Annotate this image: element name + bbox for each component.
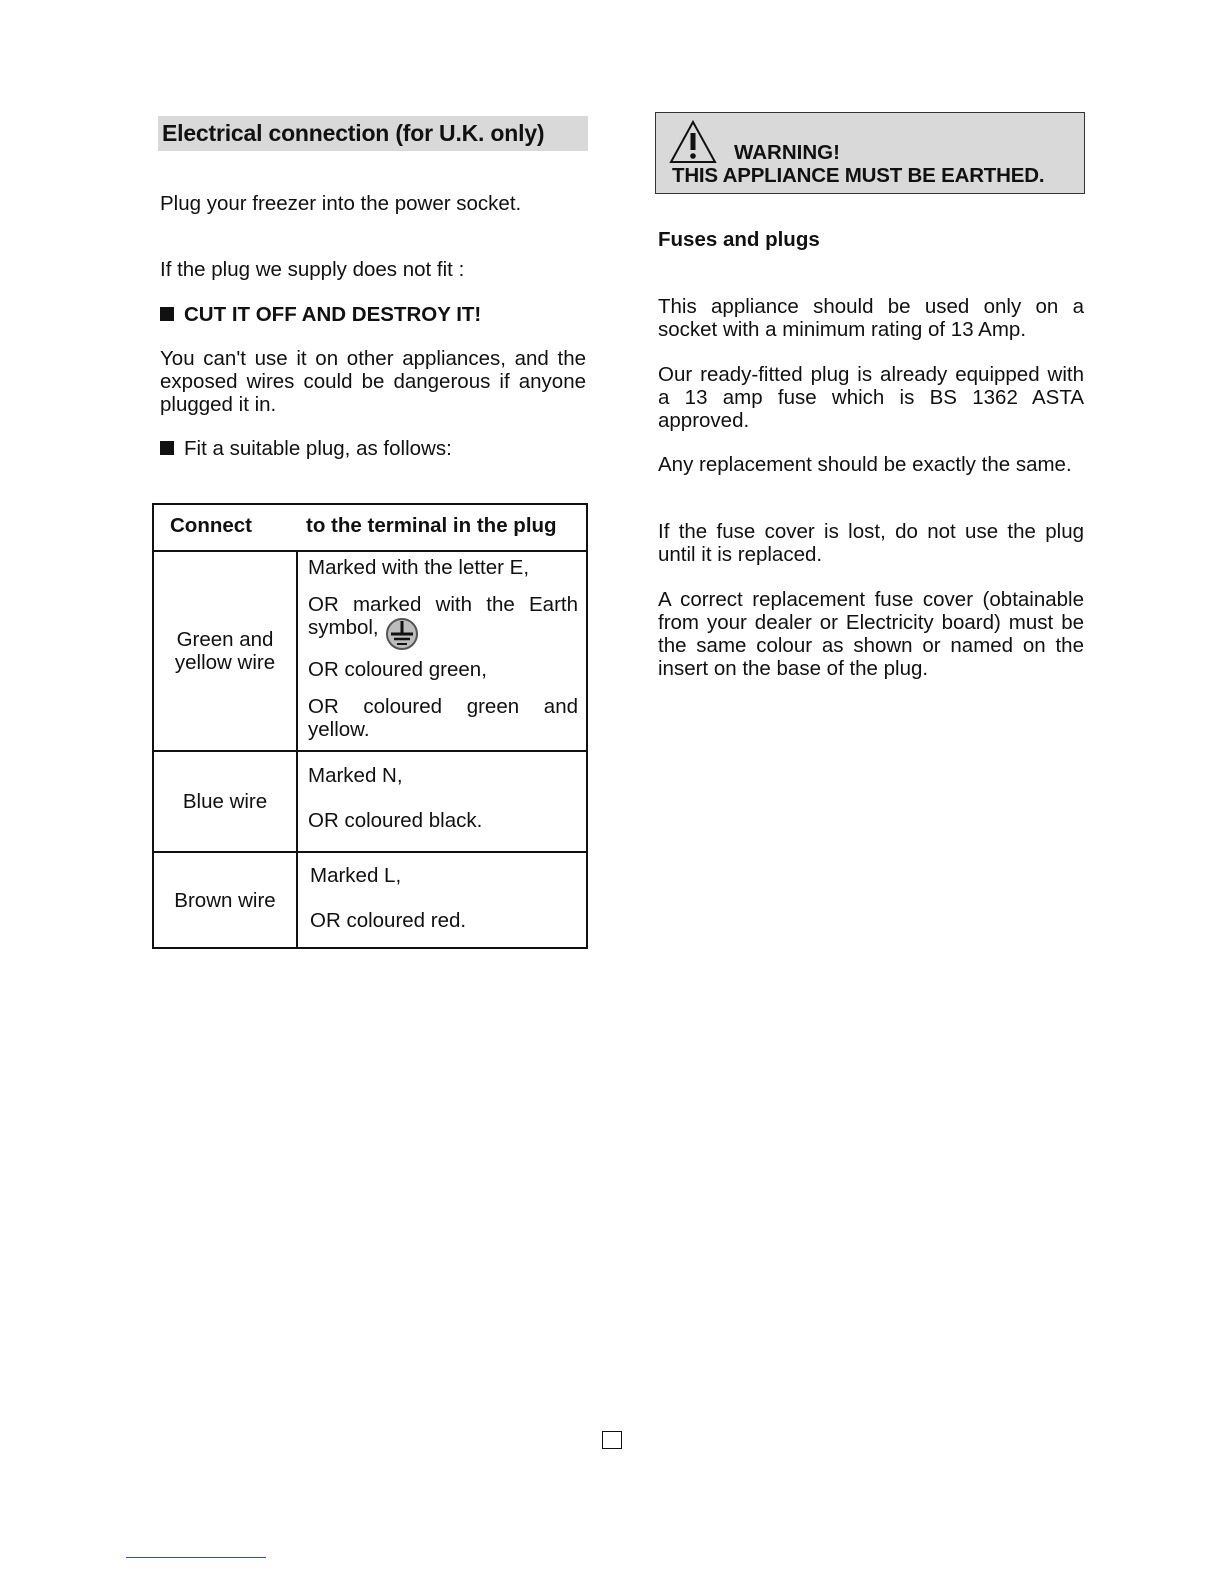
fit-plug-text: Fit a suitable plug, as follows:	[184, 437, 452, 460]
plug-instruction: Plug your freezer into the power socket.	[160, 192, 522, 215]
warning-triangle-icon	[668, 119, 718, 165]
terminal-cell	[308, 556, 578, 741]
warning-message: THIS APPLIANCE MUST BE EARTHED.	[672, 164, 1045, 187]
fuse-paragraph: This appliance should be used only on a socket with a minimum rating of 13 Amp.	[658, 295, 1084, 341]
warning-box	[655, 112, 1085, 194]
terminal-line: Marked with the letter E,	[308, 556, 530, 579]
warning-title: WARNING!	[734, 141, 840, 164]
fuse-paragraph: Any replacement should be exactly the same.	[658, 453, 1072, 476]
terminal-cell	[308, 764, 578, 832]
fuse-paragraph: If the fuse cover is lost, do not use the plug until it is replaced.	[658, 520, 1084, 566]
fit-plug-instruction	[160, 437, 588, 460]
table-row	[154, 752, 586, 853]
page-number-box	[602, 1431, 622, 1449]
terminal-line: OR coloured green and yellow.	[308, 695, 578, 741]
black-square-bullet-icon	[160, 441, 174, 455]
table-header	[154, 505, 586, 552]
terminal-line: Marked L,	[310, 864, 402, 887]
terminal-cell	[310, 864, 580, 932]
fuse-paragraph: A correct replacement fuse cover (obtainable from your dealer or Electricity board) must be the same colour as shown or named on the insert on the base of the plug.	[658, 588, 1084, 680]
black-square-bullet-icon	[160, 307, 174, 321]
table-row	[154, 552, 586, 752]
left-column	[158, 116, 588, 460]
danger-explanation: You can't use it on other appliances, and the exposed wires could be dangerous if anyone plugged it in.	[160, 347, 586, 416]
wiring-table	[152, 503, 588, 949]
terminal-line: OR coloured red.	[310, 909, 467, 932]
header-connect: Connect	[170, 514, 252, 537]
header-terminal: to the terminal in the plug	[306, 514, 557, 537]
wire-label: Green and yellow wire	[174, 628, 276, 674]
fuses-title: Fuses and plugs	[658, 228, 820, 251]
cut-off-warning	[160, 303, 588, 326]
terminal-line-earth: OR marked with the Earth symbol,	[308, 593, 578, 652]
fuse-paragraph: Our ready-fitted plug is already equipped with a 13 amp fuse which is BS 1362 ASTA approved.	[658, 363, 1084, 432]
cut-off-text: CUT IT OFF AND DESTROY IT!	[184, 303, 482, 326]
terminal-line: OR coloured black.	[308, 809, 483, 832]
footer-rule	[126, 1557, 266, 1558]
earth-symbol-icon	[383, 616, 421, 652]
table-row	[154, 853, 586, 947]
plug-not-fit-text: If the plug we supply does not fit :	[160, 258, 465, 281]
section-title: Electrical connection (for U.K. only)	[158, 116, 588, 151]
wire-label: Brown wire	[174, 889, 276, 912]
terminal-line: OR coloured green,	[308, 658, 487, 681]
wire-label: Blue wire	[182, 790, 268, 813]
terminal-line: Marked N,	[308, 764, 403, 787]
